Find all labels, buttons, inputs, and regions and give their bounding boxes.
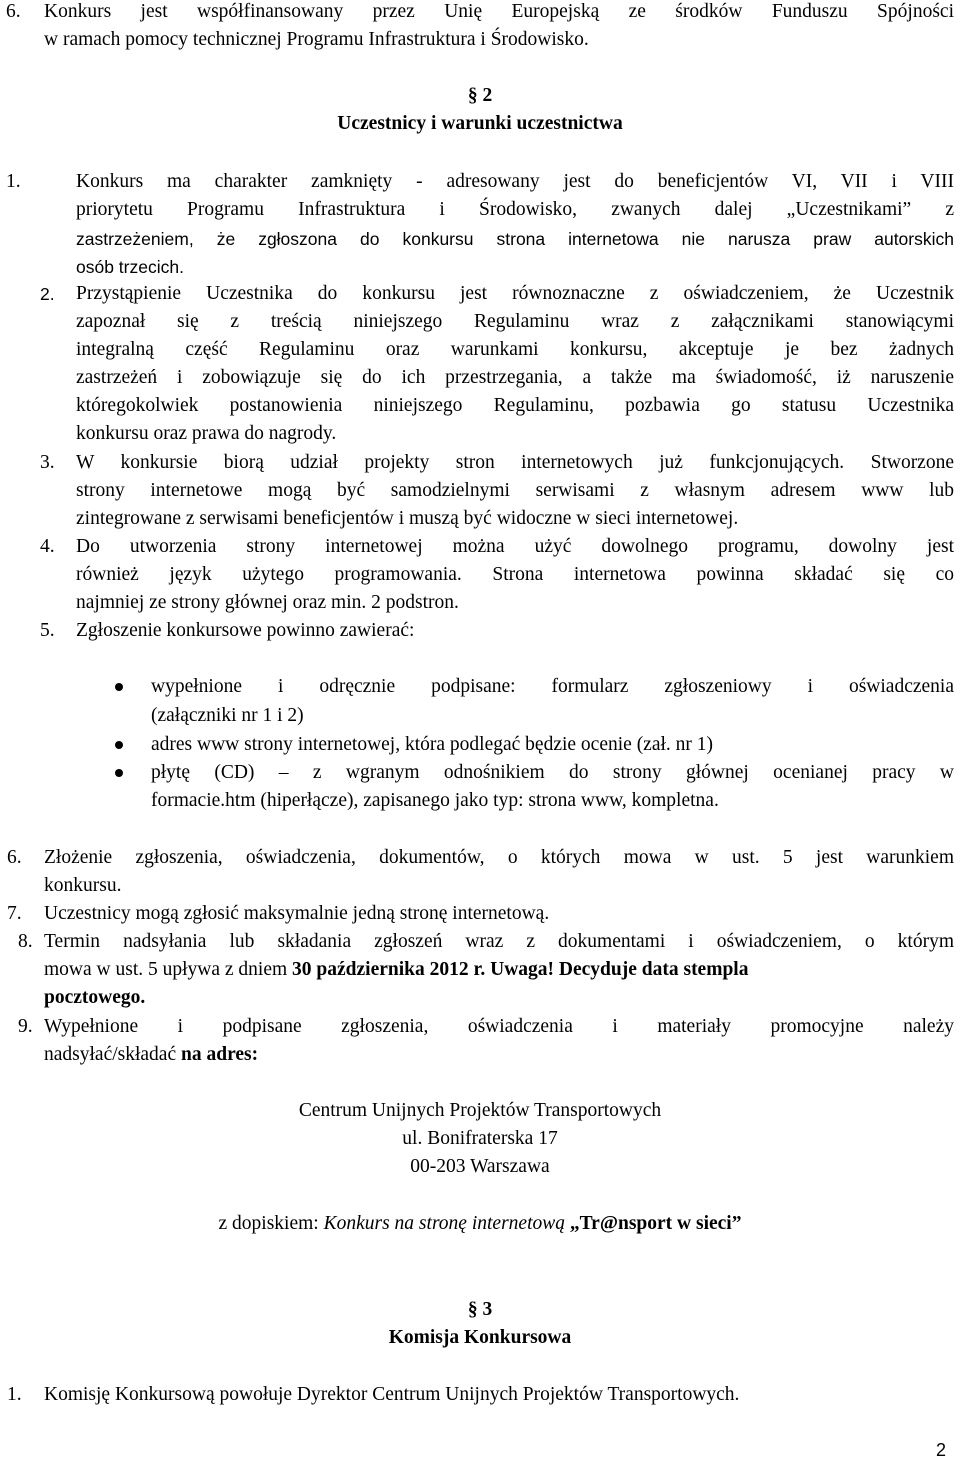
paragraph-line: Złożenie zgłoszenia, oświadczenia, dokumentów, o których mowa w ust. 5 jest warunkiem	[44, 847, 954, 868]
paragraph-line: Konkurs jest współfinansowany przez Unię Europejską ze środków Funduszu Spójności	[44, 1, 954, 22]
address-line: 00-203 Warszawa	[410, 1156, 550, 1177]
paragraph-line: W konkursie biorą udział projekty stron internetowych już funkcjonujących. Stworzone	[76, 452, 954, 473]
bullet-line: formacie.htm (hiperłącze), zapisanego jako typ: strona www, kompletna.	[151, 790, 719, 811]
item-number: 8.	[18, 931, 33, 952]
item-number: 2.	[40, 284, 55, 304]
item-number: 6.	[6, 1, 21, 22]
address-line: Centrum Unijnych Projektów Transportowych	[298, 1100, 662, 1121]
paragraph-line: zapoznał się z treścią niniejszego Regulaminu wraz z załącznikami stanowiącymi	[76, 311, 954, 332]
paragraph-line: konkursu.	[44, 875, 122, 896]
item-number: 9.	[18, 1016, 33, 1037]
address-line: ul. Bonifraterska 17	[402, 1128, 558, 1149]
paragraph-line: Wypełnione i podpisane zgłoszenia, oświadczenia i materiały promocyjne należy	[44, 1016, 954, 1037]
bullet-icon	[115, 769, 123, 777]
item-number: 5.	[40, 620, 55, 641]
item-number: 7.	[7, 903, 22, 924]
item-number: 6.	[7, 847, 22, 868]
note-italic: Konkurs na stronę internetową	[323, 1213, 570, 1234]
paragraph-line: Zgłoszenie konkursowe powinno zawierać:	[76, 620, 415, 641]
paragraph-line: Komisję Konkursową powołuje Dyrektor Centrum Unijnych Projektów Transportowych.	[44, 1384, 740, 1405]
note-prefix: z dopiskiem:	[218, 1213, 324, 1234]
paragraph-line: konkursu oraz prawa do nagrody.	[76, 423, 337, 444]
bullet-icon	[115, 683, 123, 691]
paragraph-line: Przystąpienie Uczestnika do konkursu jest równoznaczne z oświadczeniem, że Uczestnik	[76, 283, 954, 304]
section-sign: § 2	[467, 85, 493, 106]
paragraph-line: zastrzeżeniem, że zgłoszona do konkursu strona internetowa nie narusza praw autorskich	[76, 229, 954, 249]
paragraph-line: priorytetu Programu Infrastruktura i Środowisko, zwanych dalej „Uczestnikami” z	[76, 199, 954, 220]
address-label: na adres:	[181, 1044, 259, 1065]
section-sign: § 3	[467, 1299, 493, 1320]
paragraph-line: zastrzeżeń i zobowiązuje się do ich przestrzegania, a także ma świadomość, iż naruszenie	[76, 367, 954, 388]
bullet-line: adres www strony internetowej, która podlegać będzie ocenie (zał. nr 1)	[151, 734, 714, 755]
paragraph-text: mowa w ust. 5 upływa z dniem	[44, 959, 293, 980]
paragraph-line: strony internetowe mogą być samodzielnymi serwisami z własnym adresem www lub	[76, 480, 954, 501]
paragraph-line: Konkurs ma charakter zamknięty - adresowany jest do beneficjentów VI, VII i VIII	[76, 171, 954, 192]
item-number: 3.	[40, 452, 55, 473]
paragraph-line: osób trzecich.	[76, 257, 184, 277]
deadline-text: 30 października 2012 r. Uwaga! Decyduje data stempla	[292, 959, 749, 980]
page-number: 2	[936, 1440, 947, 1460]
paragraph-line	[44, 958, 748, 982]
section-title: Komisja Konkursowa	[388, 1327, 572, 1348]
paragraph-line: również język użytego programowania. Strona internetowa powinna składać się co	[76, 564, 954, 585]
envelope-note	[0, 1212, 960, 1236]
paragraph-line: któregokolwiek postanowienia niniejszego Regulaminu, pozbawia go statusu Uczestnika	[76, 395, 954, 416]
item-number: 1.	[6, 171, 21, 192]
paragraph-line: najmniej ze strony głównej oraz min. 2 podstron.	[76, 592, 459, 613]
paragraph-text: nadsyłać/składać	[44, 1044, 181, 1065]
paragraph-line: zintegrowane z serwisami beneficjentów i muszą być widoczne w sieci internetowej.	[76, 508, 739, 529]
bullet-line: płytę (CD) – z wgranym odnośnikiem do strony głównej ocenianej pracy w	[151, 762, 954, 783]
bullet-icon	[115, 741, 123, 749]
item-number: 4.	[40, 536, 55, 557]
paragraph-line: Do utworzenia strony internetowej można użyć dowolnego programu, dowolny jest	[76, 536, 954, 557]
paragraph-line: w ramach pomocy technicznej Programu Infrastruktura i Środowisko.	[44, 29, 589, 50]
section-title: Uczestnicy i warunki uczestnictwa	[337, 113, 623, 134]
item-number: 1.	[7, 1384, 22, 1405]
paragraph-line: integralną część Regulaminu oraz warunkami konkursu, akceptuje je bez żadnych	[76, 339, 954, 360]
bullet-line: (załączniki nr 1 i 2)	[151, 705, 304, 726]
note-contest-name: „Tr@nsport w sieci”	[569, 1213, 742, 1234]
paragraph-line: pocztowego.	[44, 987, 146, 1008]
paragraph-line	[44, 1043, 258, 1067]
paragraph-line: Uczestnicy mogą zgłosić maksymalnie jedną stronę internetową.	[44, 903, 550, 924]
paragraph-line: Termin nadsyłania lub składania zgłoszeń wraz z dokumentami i oświadczeniem, o którym	[44, 931, 954, 952]
bullet-line: wypełnione i odręcznie podpisane: formularz zgłoszeniowy i oświadczenia	[151, 676, 954, 697]
